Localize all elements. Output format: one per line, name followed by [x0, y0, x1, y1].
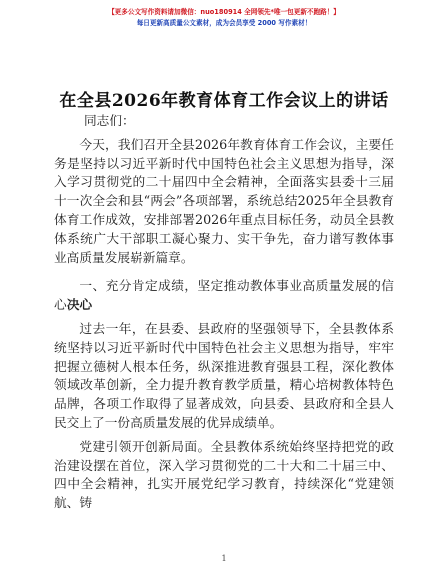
section-paragraph: 党建引领开创新局面。全县教体系统始终坚持把党的政治建设摆在首位，深入学习贯彻党的二十大和二十届三中、四中全会精神，扎实开展党纪学习教育，持续深化“党建领航、铸 [54, 438, 394, 511]
salutation: 同志们： [84, 113, 135, 128]
section-paragraph: 过去一年，在县委、县政府的坚强领导下，全县教体系统坚持以习近平新时代中国特色社会主义思想为指导，牢牢把握立德树人根本任务，纵深推进教育强县工程，深化教体领域改革创新，全力提升教育教学质量，精心培树教体特色品牌，各项工作取得了显著成效，向县委、县政府和全县人民交上了一份高质量发展的优异成绩单。 [54, 320, 394, 430]
promo-banner-line-1: 【更多公文写作资料请加微信：nuo180914 全网领先*唯一包更新不跑路！】 [108, 8, 340, 16]
section-heading-lead: 一、充分肯定成绩，坚定推动教体事业高质量发展的信心 [54, 278, 394, 313]
intro-paragraph: 今天，我们召开全县2026年教育体育工作会议，主要任务是坚持以习近平新时代中国特色社会主义思想为指导，深入学习贯彻党的二十届四中全会精神，全面落实县委十三届十一次全会和县“两会”各项部署，系统总结2025年全县教育体育工作成效，安排部署2026年重点目标任务，动员全县教体系统广大干部职工凝心聚力、实干争先，奋力谱写教体事业高质量发展崭新篇章。 [54, 136, 394, 265]
promo-banner-line-2: 每日更新高质量公文素材，成为会员享受 2000 写作素材！ [136, 19, 312, 27]
page-number: 1 [221, 554, 227, 563]
document-title: 在全县2026年教育体育工作会议上的讲话 [59, 91, 389, 111]
section-heading [54, 277, 394, 315]
document-body [54, 112, 394, 513]
section-heading-tail: 决心 [66, 297, 93, 313]
